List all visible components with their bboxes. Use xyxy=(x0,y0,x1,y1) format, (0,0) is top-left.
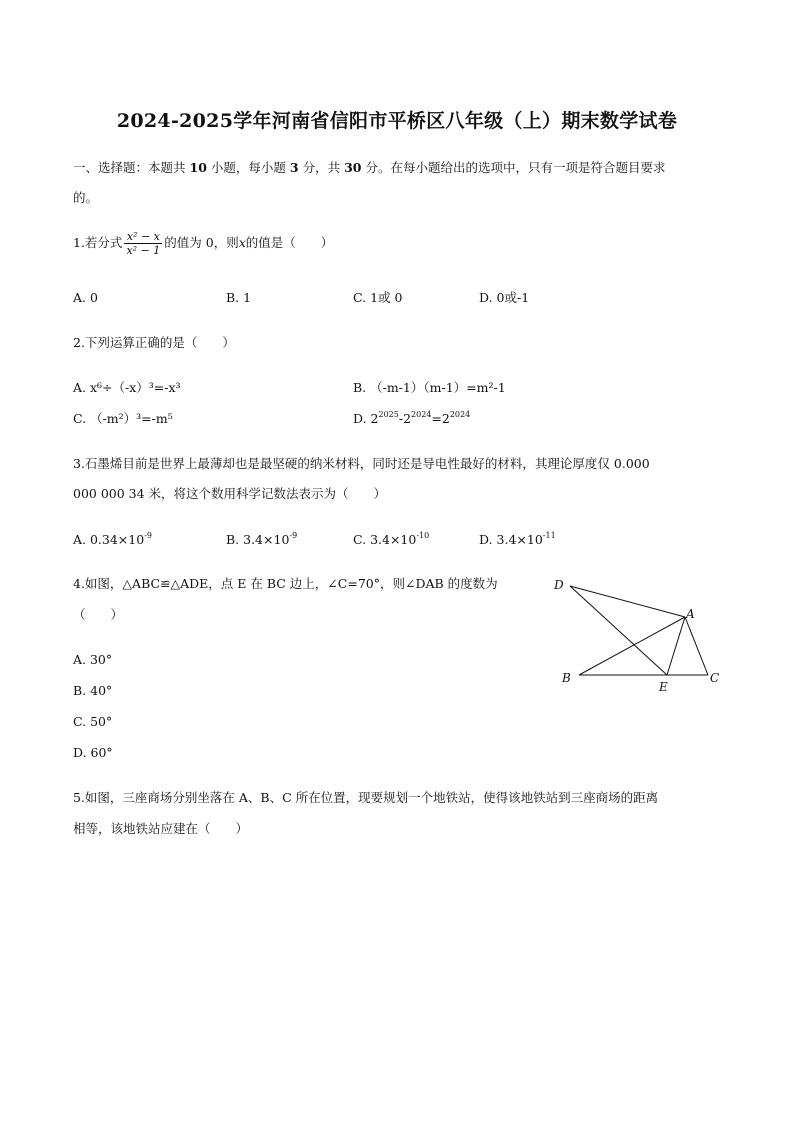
q4-option-b: B. 40° xyxy=(73,683,113,698)
q3-option-a xyxy=(73,532,152,548)
q2-option-c: C. （-m²）³=-m⁵ xyxy=(73,411,173,426)
q3-option-c xyxy=(353,532,429,548)
section-mid2: 分，共 xyxy=(302,160,341,175)
q3-a-base: A. 0.34×10 xyxy=(73,532,145,547)
q2-d-exp2: 2024 xyxy=(411,410,432,419)
q2-d-exp1: 2025 xyxy=(378,410,399,419)
q1-denominator: x² − 1 xyxy=(126,244,161,257)
page-title: 2024-2025学年河南省信阳市平桥区八年级（上）期末数学试卷 xyxy=(116,110,678,132)
question-5-stem-line2: 相等，该地铁站应建在（ ） xyxy=(73,821,249,836)
q2-option-b: B. （-m-1）（m-1）=m²-1 xyxy=(353,380,506,395)
question-3-stem-line1: 3.石墨烯目前是世界上最薄却也是最坚硬的纳米材料，同时还是导电性最好的材料，其理论厚度仅 0.000 xyxy=(73,456,650,471)
q3-c-base: C. 3.4×10 xyxy=(353,532,417,547)
question-1-stem xyxy=(73,230,333,257)
q2-d-exp3: 2024 xyxy=(449,410,471,419)
label-b: B xyxy=(562,671,571,685)
section-prefix: 一、选择题：本题共 xyxy=(73,160,186,175)
q2-d-mid: -2 xyxy=(398,411,412,426)
question-5-stem-line1: 5.如图，三座商场分别坐落在 A、B、C 所在位置，现要规划一个地铁站，使得该地铁站到三座商场的距离 xyxy=(73,790,659,805)
section-tail: 分。在每小题给出的选项中，只有一项是符合题目要求 xyxy=(365,160,666,175)
q3-a-exp: -9 xyxy=(144,531,152,540)
section-header-line2: 的。 xyxy=(73,190,99,205)
segment-ab xyxy=(579,617,685,675)
q4-triangle-figure xyxy=(548,572,726,697)
label-c: C xyxy=(710,671,720,685)
q1-fraction xyxy=(124,230,162,257)
q1-numerator: x² − x xyxy=(124,230,162,244)
q3-c-exp: -10 xyxy=(416,531,430,540)
q2-d-base1: D. 2 xyxy=(353,411,379,426)
q3-d-base: D. 3.4×10 xyxy=(479,532,543,547)
q3-b-base: B. 3.4×10 xyxy=(226,532,290,547)
q3-option-b xyxy=(226,532,297,548)
question-3-stem-line2: 000 000 34 米，将这个数用科学记数法表示为（ ） xyxy=(73,486,387,501)
question-4-stem-line1: 4.如图，△ABC≌△ADE，点 E 在 BC 边上，∠C=70°，则∠DAB 的度数为 xyxy=(73,576,498,591)
question-count: 10 xyxy=(189,160,207,175)
section-header xyxy=(73,160,665,176)
q4-option-d: D. 60° xyxy=(73,745,113,760)
q1-variable: x xyxy=(238,235,246,250)
q4-option-a: A. 30° xyxy=(73,652,113,667)
q2-option-d xyxy=(353,411,470,427)
section-mid1: 小题，每小题 xyxy=(210,160,286,175)
q3-d-exp: -11 xyxy=(542,531,556,540)
question-4-stem-line2: （ ） xyxy=(73,607,124,622)
q1-option-d: D. 0或-1 xyxy=(479,290,530,305)
q1-stem-b: 的值为 0，则 xyxy=(164,235,239,250)
q1-stem-a: 1.若分式 xyxy=(73,235,123,250)
q1-option-c: C. 1或 0 xyxy=(353,290,403,305)
q4-option-c: C. 50° xyxy=(73,714,113,729)
segment-ac xyxy=(685,617,708,675)
label-a: A xyxy=(686,607,695,621)
question-2-stem: 2.下列运算正确的是（ ） xyxy=(73,335,235,350)
points-per-question: 3 xyxy=(289,160,299,175)
q3-b-exp: -9 xyxy=(289,531,298,540)
q1-option-a: A. 0 xyxy=(73,290,98,305)
q2-d-eq: =2 xyxy=(431,411,450,426)
q2-option-a: A. x⁶÷（-x）³=-x³ xyxy=(73,380,181,395)
q3-option-d xyxy=(479,532,556,548)
label-d: D xyxy=(554,578,564,592)
q1-stem-c: 的值是（ ） xyxy=(245,235,334,250)
label-e: E xyxy=(659,680,668,694)
q1-option-b: B. 1 xyxy=(226,290,252,305)
total-points: 30 xyxy=(344,160,362,175)
